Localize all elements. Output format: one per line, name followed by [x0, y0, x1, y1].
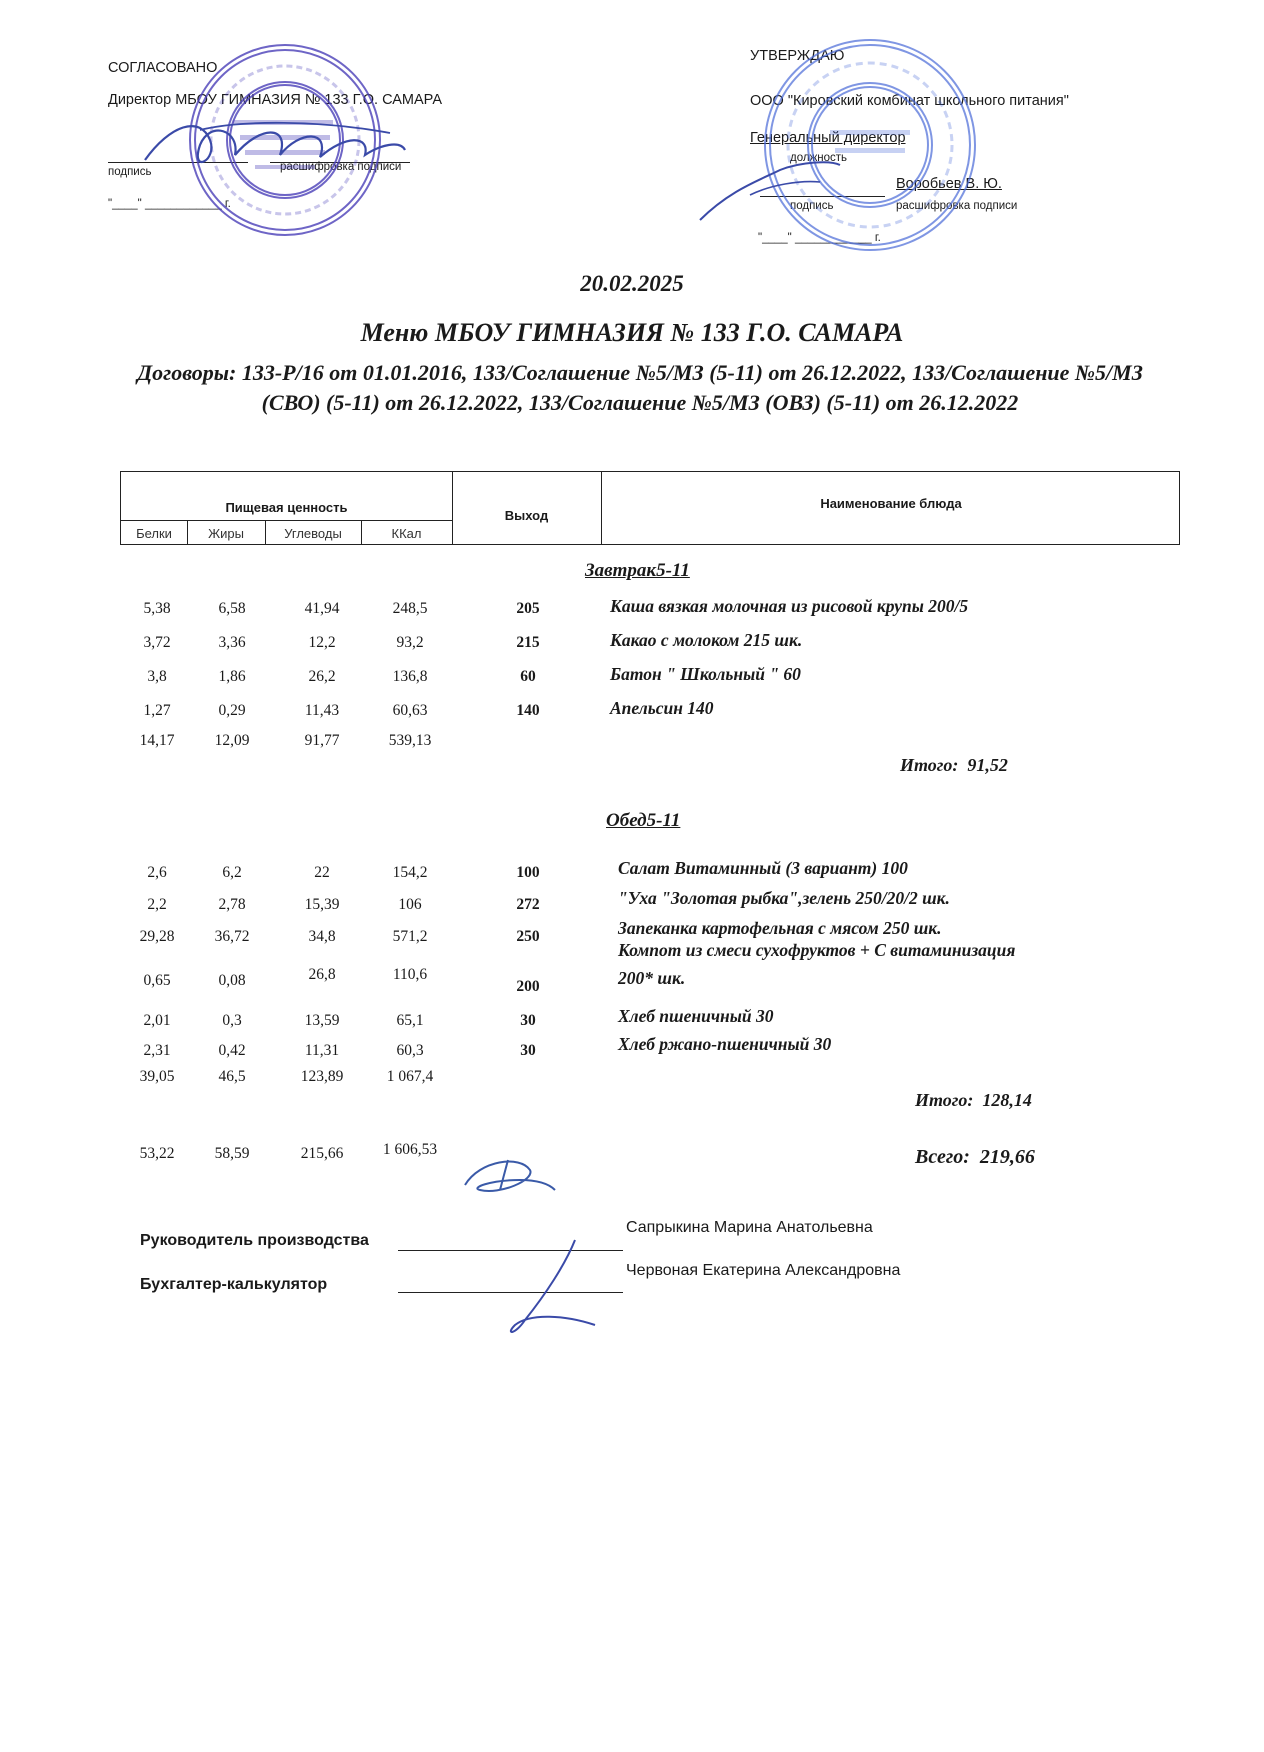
cell-carbs: 11,43 [304, 702, 340, 719]
sum-kcal: 1 067,4 [386, 1068, 434, 1085]
cell-fat: 36,72 [214, 928, 250, 945]
header-nutrition: Пищевая ценность [225, 500, 348, 515]
approval-right-position: Генеральный директор [750, 130, 906, 146]
signature-mark [460, 1150, 560, 1210]
grand-kcal: 1 606,53 [382, 1141, 438, 1158]
cell-kcal: 93,2 [396, 634, 424, 651]
head-label: Руководитель производства [140, 1232, 369, 1249]
approval-right-heading: УТВЕРЖДАЮ [750, 48, 845, 64]
cell-output: 60 [520, 668, 536, 685]
cell-kcal: 571,2 [392, 928, 428, 945]
cell-protein: 2,6 [147, 864, 167, 881]
cell-carbs: 41,94 [304, 600, 340, 617]
cell-dish: Какао с молоком 215 шк. [610, 630, 803, 650]
sum-fat: 12,09 [214, 732, 250, 749]
sum-row [0, 1068, 1264, 1096]
cell-dish: Апельсин 140 [610, 698, 714, 718]
cell-output: 30 [520, 1042, 536, 1059]
cell-output: 250 [516, 928, 540, 945]
decode-label: расшифровка подписи [896, 200, 1018, 212]
cell-fat: 3,36 [218, 634, 246, 651]
cell-dish: Компот из смеси сухофруктов + С витаминизация [618, 940, 1016, 960]
cell-dish: "Уха "Золотая рыбка",зелень 250/20/2 шк. [618, 888, 950, 908]
date-placeholder: "____" ____________ г. [758, 232, 881, 244]
approval-left-heading: СОГЛАСОВАНО [108, 60, 218, 76]
lunch-total [915, 1090, 1032, 1111]
cell-kcal: 106 [398, 896, 422, 913]
cell-fat: 6,58 [218, 600, 246, 617]
grand-protein: 53,22 [139, 1145, 175, 1162]
cell-carbs: 22 [314, 864, 330, 881]
grand-total [915, 1146, 1035, 1169]
cell-output: 200 [516, 978, 540, 995]
approval-right-org: ООО "Кировский комбинат школьного питания" [750, 93, 1069, 109]
cell-dish: Каша вязкая молочная из рисовой крупы 200/5 [610, 596, 969, 616]
signature-footer [495, 1235, 615, 1345]
header-dish: Наименование блюда [820, 496, 962, 511]
cell-dish: Батон " Школьный " 60 [610, 664, 801, 684]
table-row [0, 940, 1264, 1000]
approval-left-position: Директор МБОУ ГИМНАЗИЯ № 133 Г.О. САМАРА [108, 92, 443, 108]
approval-right-signer: Воробьев В. Ю. [896, 176, 1002, 192]
grand-fat: 58,59 [214, 1145, 250, 1162]
section-breakfast: Завтрак5-11 [585, 560, 690, 581]
table-row [0, 630, 1264, 662]
decode-label: расшифровка подписи [280, 161, 402, 173]
position-label: должность [790, 152, 848, 164]
cell-output: 140 [516, 702, 540, 719]
accountant-name: Червоная Екатерина Александровна [626, 1262, 901, 1279]
cell-output: 100 [516, 864, 540, 881]
cell-protein: 2,31 [143, 1042, 171, 1059]
total-label: Итого: [915, 1090, 974, 1110]
date-placeholder: "____" ____________ г. [108, 198, 231, 210]
cell-protein: 2,2 [147, 896, 167, 913]
cell-output: 30 [520, 1012, 536, 1029]
grand-total-row [0, 1141, 1264, 1173]
header-kcal: ККал [391, 526, 422, 541]
cell-carbs: 26,8 [308, 966, 336, 983]
table-row [0, 596, 1264, 628]
cell-output: 205 [516, 600, 540, 617]
cell-protein: 3,72 [143, 634, 171, 651]
table-header [120, 471, 1180, 545]
cell-dish-continued: 200* шк. [618, 968, 686, 988]
cell-kcal: 248,5 [392, 600, 428, 617]
cell-dish: Хлеб ржано-пшеничный 30 [618, 1034, 832, 1054]
header-output: Выход [504, 508, 549, 523]
cell-fat: 2,78 [218, 896, 246, 913]
head-name: Сапрыкина Марина Анатольевна [626, 1219, 873, 1236]
cell-protein: 29,28 [139, 928, 175, 945]
cell-fat: 1,86 [218, 668, 246, 685]
sign-label: подпись [790, 200, 834, 212]
cell-fat: 6,2 [222, 864, 242, 881]
header-carbs: Углеводы [284, 526, 342, 541]
total-value: 128,14 [982, 1090, 1032, 1110]
cell-carbs: 15,39 [304, 896, 340, 913]
sum-row [0, 732, 1264, 760]
cell-carbs: 13,59 [304, 1012, 340, 1029]
cell-fat: 0,08 [218, 972, 246, 989]
cell-kcal: 110,6 [392, 966, 428, 983]
cell-protein: 0,65 [143, 972, 171, 989]
cell-dish: Салат Витаминный (3 вариант) 100 [618, 858, 908, 878]
cell-dish: Запеканка картофельная с мясом 250 шк. [618, 918, 942, 938]
cell-carbs: 26,2 [308, 668, 336, 685]
breakfast-total [900, 755, 1008, 776]
header-fat: Жиры [208, 526, 244, 541]
cell-carbs: 34,8 [308, 928, 336, 945]
grand-label: Всего: [915, 1146, 970, 1168]
cell-kcal: 136,8 [392, 668, 428, 685]
cell-protein: 3,8 [147, 668, 167, 685]
cell-protein: 1,27 [143, 702, 171, 719]
signature-left [140, 105, 410, 185]
cell-protein: 2,01 [143, 1012, 171, 1029]
section-lunch: Обед5-11 [606, 810, 681, 831]
sum-protein: 14,17 [139, 732, 175, 749]
table-row [0, 1034, 1264, 1070]
sum-carbs: 123,89 [300, 1068, 344, 1085]
cell-fat: 0,29 [218, 702, 246, 719]
cell-kcal: 60,3 [396, 1042, 424, 1059]
header-protein: Белки [136, 526, 172, 541]
cell-carbs: 11,31 [304, 1042, 340, 1059]
grand-carbs: 215,66 [300, 1145, 344, 1162]
sign-label: подпись [108, 166, 152, 178]
contracts-text: Договоры: 133-Р/16 от 01.01.2016, 133/Соглашение №5/МЗ (5-11) от 26.12.2022, 133/Соглашение №5/МЗ (СВО) (5-11) от 26.12.2022, 133/Соглашение №5/МЗ (ОВЗ) (5-11) от 26.12.2022 [137, 360, 1143, 415]
sum-protein: 39,05 [139, 1068, 175, 1085]
cell-kcal: 154,2 [392, 864, 428, 881]
accountant-label: Бухгалтер-калькулятор [140, 1276, 328, 1293]
total-value: 91,52 [967, 755, 1008, 775]
cell-output: 215 [516, 634, 540, 651]
signature-right [690, 150, 850, 230]
sum-kcal: 539,13 [388, 732, 432, 749]
cell-carbs: 12,2 [308, 634, 336, 651]
table-row [0, 664, 1264, 696]
cell-kcal: 60,63 [392, 702, 428, 719]
grand-value: 219,66 [979, 1146, 1035, 1168]
sum-carbs: 91,77 [304, 732, 340, 749]
cell-kcal: 65,1 [396, 1012, 424, 1029]
cell-fat: 0,3 [222, 1012, 242, 1029]
menu-date: 20.02.2025 [580, 271, 684, 296]
menu-title: Меню МБОУ ГИМНАЗИЯ № 133 Г.О. САМАРА [360, 318, 904, 347]
sum-fat: 46,5 [218, 1068, 246, 1085]
total-label: Итого: [900, 755, 959, 775]
cell-fat: 0,42 [218, 1042, 246, 1059]
cell-output: 272 [516, 896, 540, 913]
cell-protein: 5,38 [143, 600, 171, 617]
cell-dish: Хлеб пшеничный 30 [618, 1006, 774, 1026]
table-row [0, 698, 1264, 730]
